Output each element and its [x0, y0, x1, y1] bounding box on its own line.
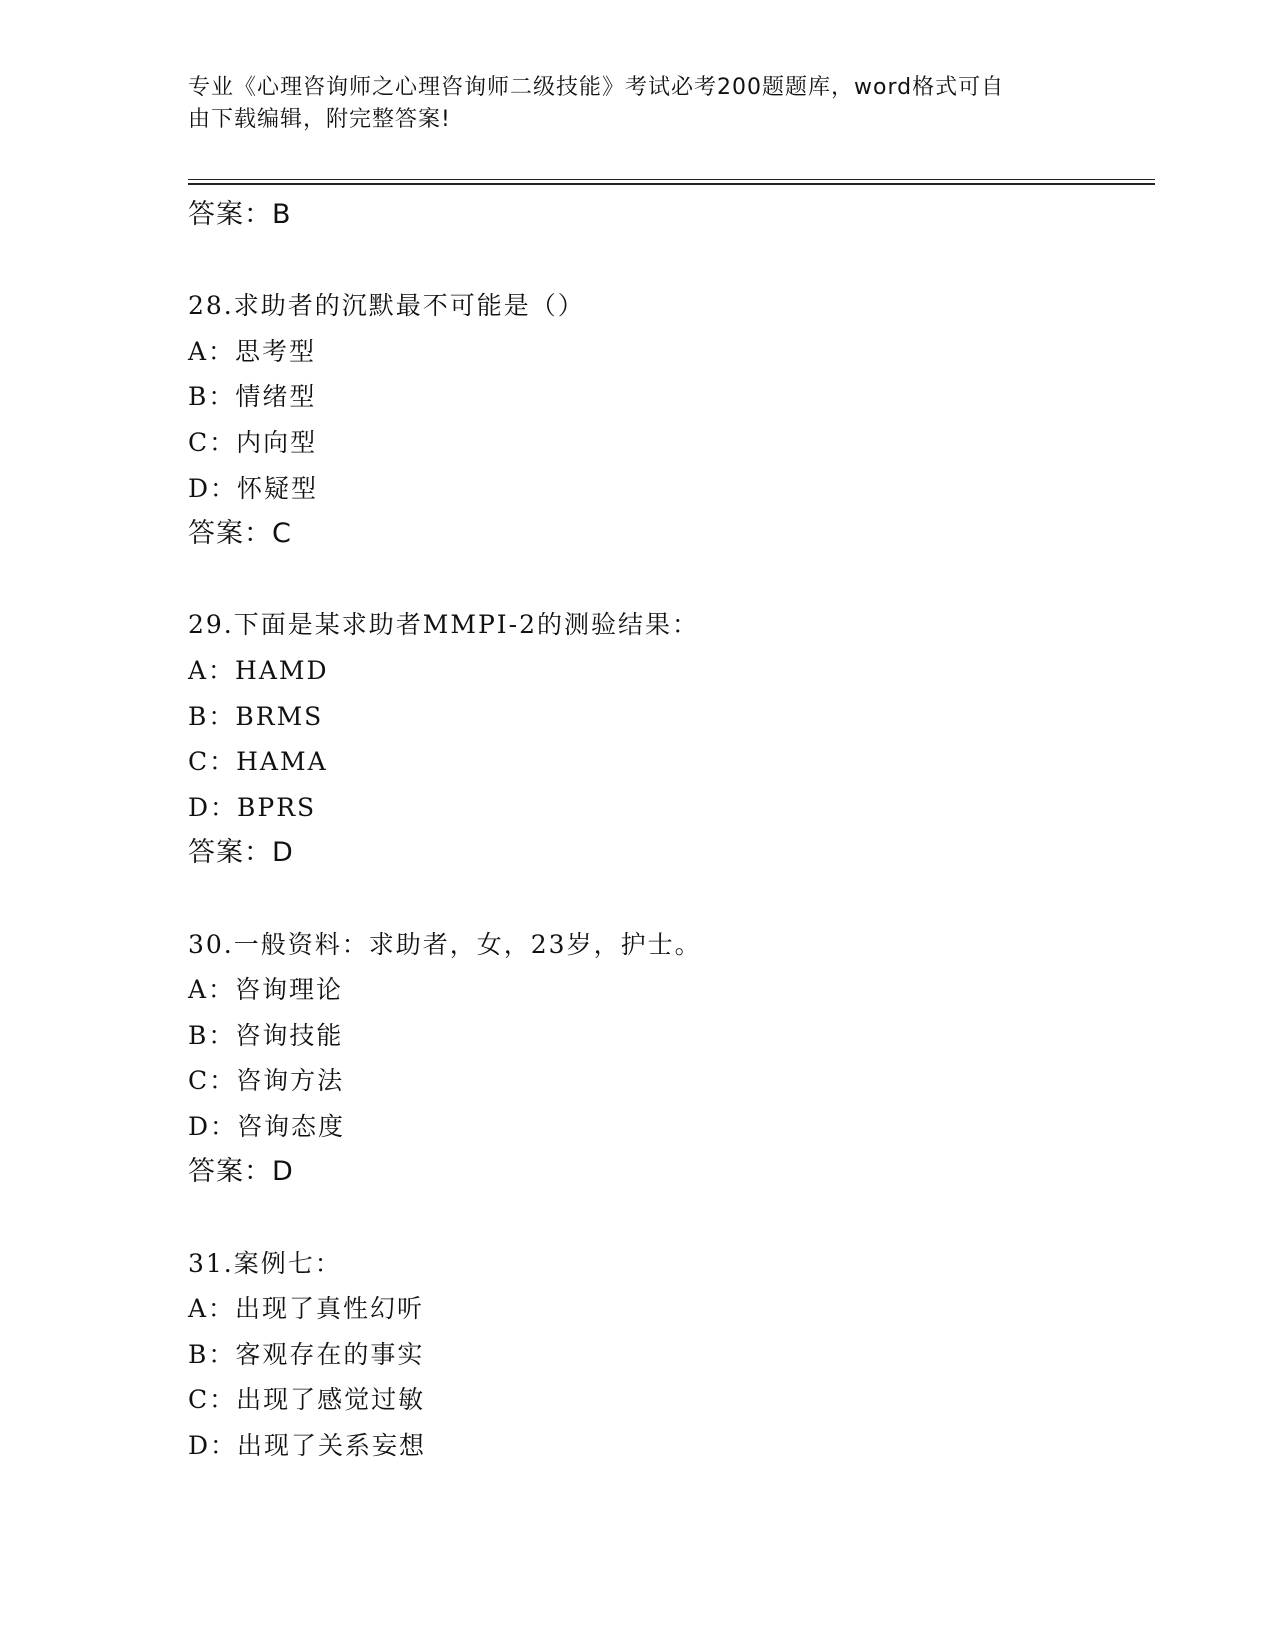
spacer [188, 557, 1148, 603]
question-stem: 28.求助者的沉默最不可能是（） [188, 291, 585, 321]
answer-line: 答案：B [188, 199, 292, 230]
option-a: A：出现了真性幻听 [188, 1294, 425, 1324]
header-line-2: 由下载编辑，附完整答案! [188, 107, 451, 132]
question-block-30 [188, 922, 1148, 1196]
document-header [188, 72, 1068, 136]
spacer [188, 876, 1148, 922]
question-stem: 30.一般资料：求助者，女，23岁，护士。 [188, 929, 702, 959]
question-list [188, 192, 1148, 1469]
option-a: A：HAMD [188, 655, 329, 685]
spacer [188, 1195, 1148, 1241]
option-b: B：咨询技能 [188, 1020, 344, 1050]
option-d: D：咨询态度 [188, 1111, 346, 1141]
header-divider-thin [188, 179, 1155, 180]
question-stem: 31.案例七： [188, 1248, 342, 1278]
option-b: B：客观存在的事实 [188, 1339, 425, 1369]
answer-line: 答案：D [188, 837, 294, 869]
option-c: C：咨询方法 [188, 1066, 345, 1096]
question-block-28 [188, 283, 1148, 557]
question-block-29 [188, 602, 1148, 876]
header-line-1: 专业《心理咨询师之心理咨询师二级技能》考试必考200题题库，word格式可自 [188, 75, 1005, 100]
option-c: C：HAMA [188, 747, 328, 777]
answer-line: 答案：C [188, 518, 292, 550]
question-stem: 29.下面是某求助者MMPI-2的测验结果： [188, 610, 700, 640]
option-d: D：BPRS [188, 792, 317, 822]
spacer [188, 238, 1148, 284]
option-a: A：咨询理论 [188, 975, 344, 1005]
option-c: C：内向型 [188, 427, 318, 457]
option-b: B：BRMS [188, 701, 324, 731]
option-a: A：思考型 [188, 336, 317, 366]
option-d: D：怀疑型 [188, 473, 319, 503]
option-b: B：情绪型 [188, 382, 317, 412]
question-block-31 [188, 1241, 1148, 1469]
header-divider-thick [188, 183, 1155, 185]
option-c: C：出现了感觉过敏 [188, 1385, 426, 1415]
answer-line: 答案：D [188, 1156, 294, 1188]
option-d: D：出现了关系妄想 [188, 1431, 427, 1461]
